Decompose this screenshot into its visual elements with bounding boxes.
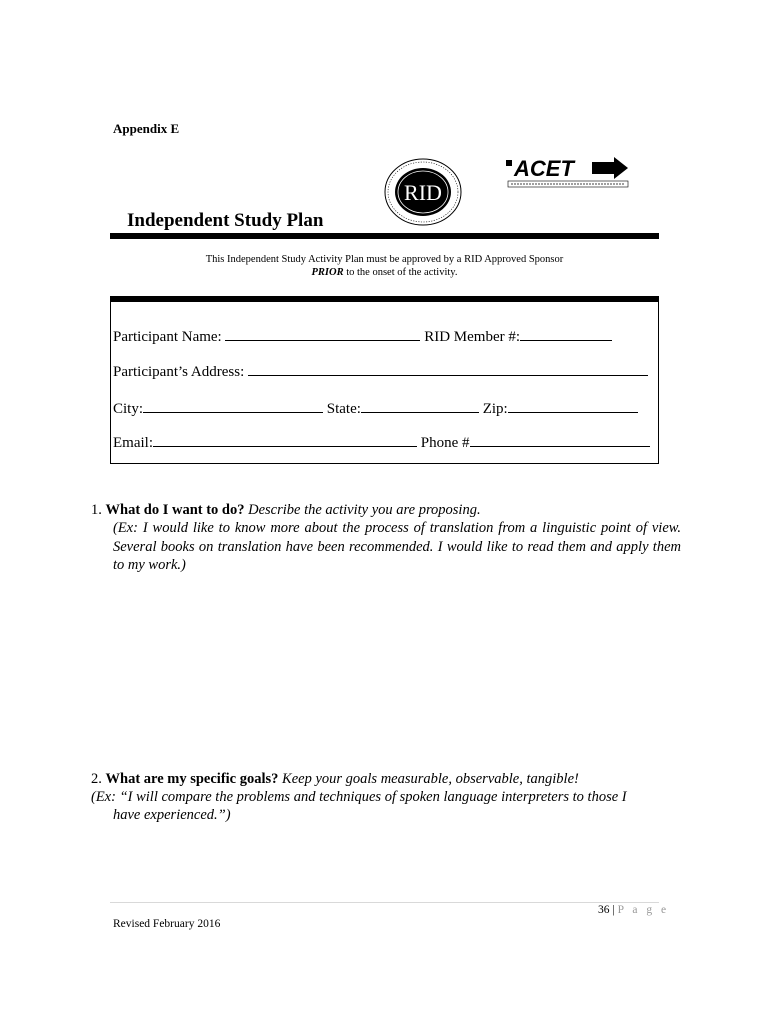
rid-member-field[interactable]	[520, 326, 612, 341]
footer-rule	[110, 902, 659, 903]
question-2-title: What are my specific goals?	[105, 771, 279, 787]
address-label: Participant’s Address:	[113, 364, 245, 380]
revised-date: Revised February 2016	[113, 918, 221, 930]
city-label: City:	[113, 401, 144, 417]
participant-info-box	[110, 296, 659, 464]
state-field[interactable]	[361, 398, 479, 413]
question-1-instruction: Describe the activity you are proposing.	[248, 502, 481, 518]
city-state-zip-row	[113, 398, 638, 418]
address-field[interactable]	[248, 361, 648, 376]
email-phone-row	[113, 432, 650, 452]
question-2-example-line1: (Ex: “I will compare the problems and techniques of spoken language interpreters to those I	[91, 789, 627, 805]
participant-name-row	[113, 326, 612, 346]
question-2-example-line2: have experienced.”)	[113, 807, 231, 823]
question-1-number: 1.	[91, 502, 102, 518]
question-2-number: 2.	[91, 771, 102, 787]
approval-note-line1: This Independent Study Activity Plan must be approved by a RID Approved Sponsor	[205, 254, 564, 265]
acet-logo	[506, 154, 630, 190]
participant-name-field[interactable]	[225, 326, 420, 341]
zip-field[interactable]	[508, 398, 638, 413]
city-field[interactable]	[143, 398, 323, 413]
participant-name-label: Participant Name:	[113, 329, 222, 345]
approval-note-line2: PRIOR to the onset of the activity.	[311, 267, 458, 278]
phone-label: Phone #	[420, 435, 470, 451]
rid-member-label: RID Member #:	[424, 329, 521, 345]
page-separator: |	[612, 904, 615, 916]
phone-field[interactable]	[470, 432, 650, 447]
title-rule	[110, 233, 659, 239]
question-1-example: (Ex: I would like to know more about the process of translation from a linguistic point of view. Several books on translation have been recommended. I would like to read them and apply them to my work.)	[113, 520, 681, 573]
state-label: State:	[326, 401, 361, 417]
page-number-value: 36	[598, 904, 610, 916]
rid-logo-text: RID	[404, 180, 442, 205]
acet-logo-text: ACET	[514, 156, 574, 181]
email-label: Email:	[113, 435, 153, 451]
zip-label: Zip:	[482, 401, 508, 417]
prior-emphasis: PRIOR	[311, 267, 344, 278]
rid-seal-logo	[383, 158, 463, 226]
question-1-heading	[91, 501, 481, 519]
page-label: P a g e	[617, 904, 670, 916]
appendix-label: Appendix E	[113, 121, 180, 136]
question-1-title: What do I want to do?	[105, 502, 245, 518]
page-number	[598, 904, 669, 916]
address-row	[113, 361, 648, 381]
question-2-heading	[91, 770, 579, 788]
question-2-instruction: Keep your goals measurable, observable, tangible!	[282, 771, 579, 787]
email-field[interactable]	[153, 432, 417, 447]
page-title: Independent Study Plan	[127, 210, 324, 231]
